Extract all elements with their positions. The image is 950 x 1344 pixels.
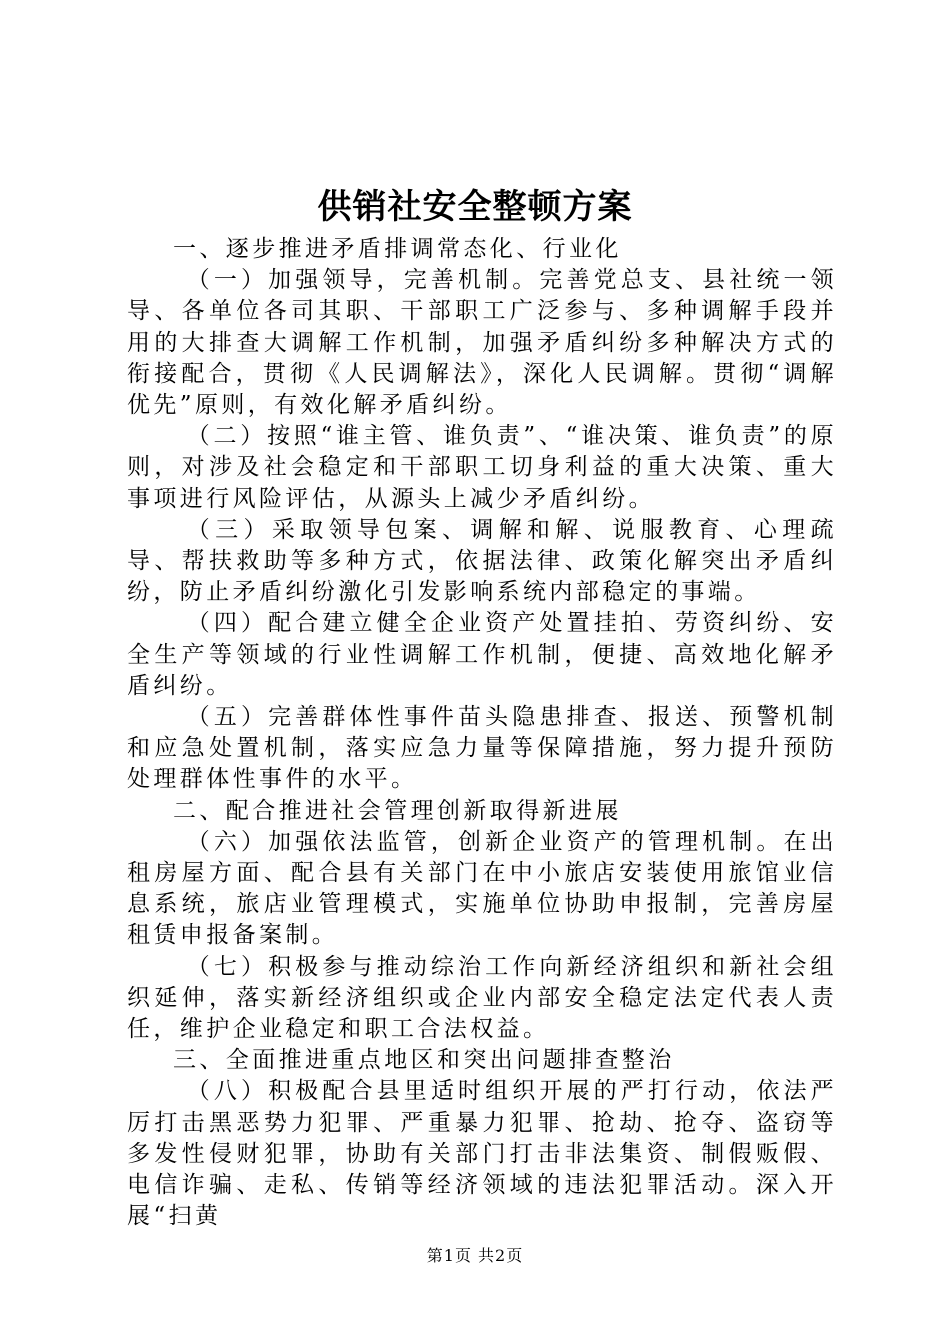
paragraph-item: （六）加强依法监管，创新企业资产的管理机制。在出租房屋方面、配合县有关部门在中小旅店安装使用旅馆业信息系统，旅店业管理模式，实施单位协助申报制，完善房屋租赁申报备案制。 (127, 828, 837, 949)
paragraph-item: （四）配合建立健全企业资产处置挂拍、劳资纠纷、安全生产等领域的行业性调解工作机制，便捷、高效地化解矛盾纠纷。 (127, 610, 837, 699)
section-heading: 二、配合推进社会管理创新取得新进展 (173, 797, 622, 824)
paragraph-item: （五）完善群体性事件苗头隐患排查、报送、预警机制和应急处置机制，落实应急力量等保障措施，努力提升预防处理群体性事件的水平。 (127, 704, 837, 793)
document-body (127, 234, 837, 1233)
section-heading: 三、全面推进重点地区和突出问题排查整治 (173, 1047, 675, 1074)
paragraph-item: （二）按照“谁主管、谁负责”、“谁决策、谁负责”的原则，对涉及社会稳定和干部职工切身利益的重大决策、重大事项进行风险评估，从源头上减少矛盾纠纷。 (127, 423, 837, 512)
paragraph-item: （一）加强领导，完善机制。完善党总支、县社统一领导、各单位各司其职、干部职工广泛参与、多种调解手段并用的大排查大调解工作机制，加强矛盾纠纷多种解决方式的衔接配合，贯彻《人民调解法》，深化人民调解。贯彻“调解优先”原则，有效化解矛盾纠纷。 (127, 267, 837, 419)
paragraph-item: （七）积极参与推动综治工作向新经济组织和新社会组织延伸，落实新经济组织或企业内部安全稳定法定代表人责任，维护企业稳定和职工合法权益。 (127, 953, 837, 1043)
section-heading: 一、逐步推进矛盾排调常态化、行业化 (173, 236, 622, 262)
paragraph-item: （八）积极配合县里适时组织开展的严打行动，依法严厉打击黑恶势力犯罪、严重暴力犯罪、抢劫、抢夺、盗窃等多发性侵财犯罪，协助有关部门打击非法集资、制假贩假、电信诈骗、走私、传销等经济领域的违法犯罪活动。深入开展“扫黄 (127, 1078, 837, 1230)
page-footer: 第1页 共2页 (426, 1246, 524, 1265)
paragraph-item: （三）采取领导包案、调解和解、说服教育、心理疏导、帮扶救助等多种方式，依据法律、政策化解突出矛盾纠纷，防止矛盾纠纷激化引发影响系统内部稳定的事端。 (127, 516, 837, 606)
document-title: 供销社安全整顿方案 (317, 187, 633, 227)
